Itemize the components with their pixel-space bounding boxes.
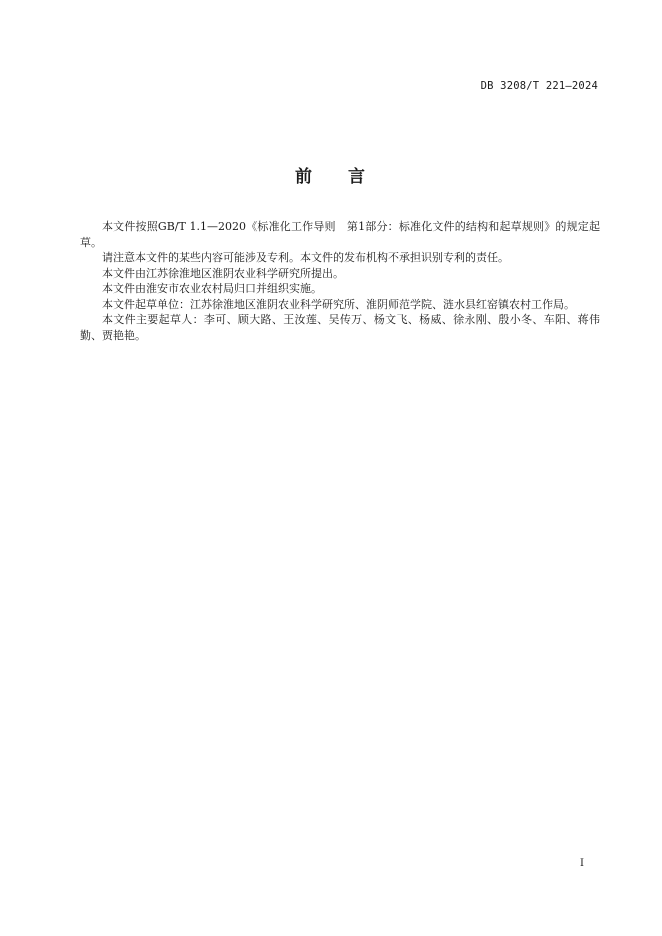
paragraph-drafters: 本文件主要起草人：李可、顾大路、王汝莲、吴传万、杨文飞、杨威、徐永刚、殷小冬、车阳、蒋伟勤、贾艳艳。	[80, 313, 600, 342]
page-number: I	[580, 858, 584, 869]
paragraph-drafting-units: 本文件起草单位：江苏徐淮地区淮阴农业科学研究所、淮阴师范学院、涟水县红窑镇农村工作局。	[102, 297, 575, 311]
section-title	[0, 162, 662, 187]
document-code: DB 3208/T 221—2024	[480, 80, 598, 92]
section-title-char-1: 前	[295, 167, 314, 187]
paragraph-administrator: 本文件由淮安市农业农村局归口并组织实施。	[102, 282, 322, 295]
paragraph-drafting-basis: 本文件按照GB/T 1.1—2020《标准化工作导则 第1部分：标准化文件的结构和起草规则》的规定起草。	[80, 220, 600, 249]
foreword-body	[80, 219, 600, 343]
paragraph-proposer: 本文件由江苏徐淮地区淮阴农业科学研究所提出。	[102, 266, 344, 280]
section-title-char-2: 言	[348, 167, 367, 187]
paragraph-patent-notice: 请注意本文件的某些内容可能涉及专利。本文件的发布机构不承担识别专利的责任。	[102, 251, 509, 264]
